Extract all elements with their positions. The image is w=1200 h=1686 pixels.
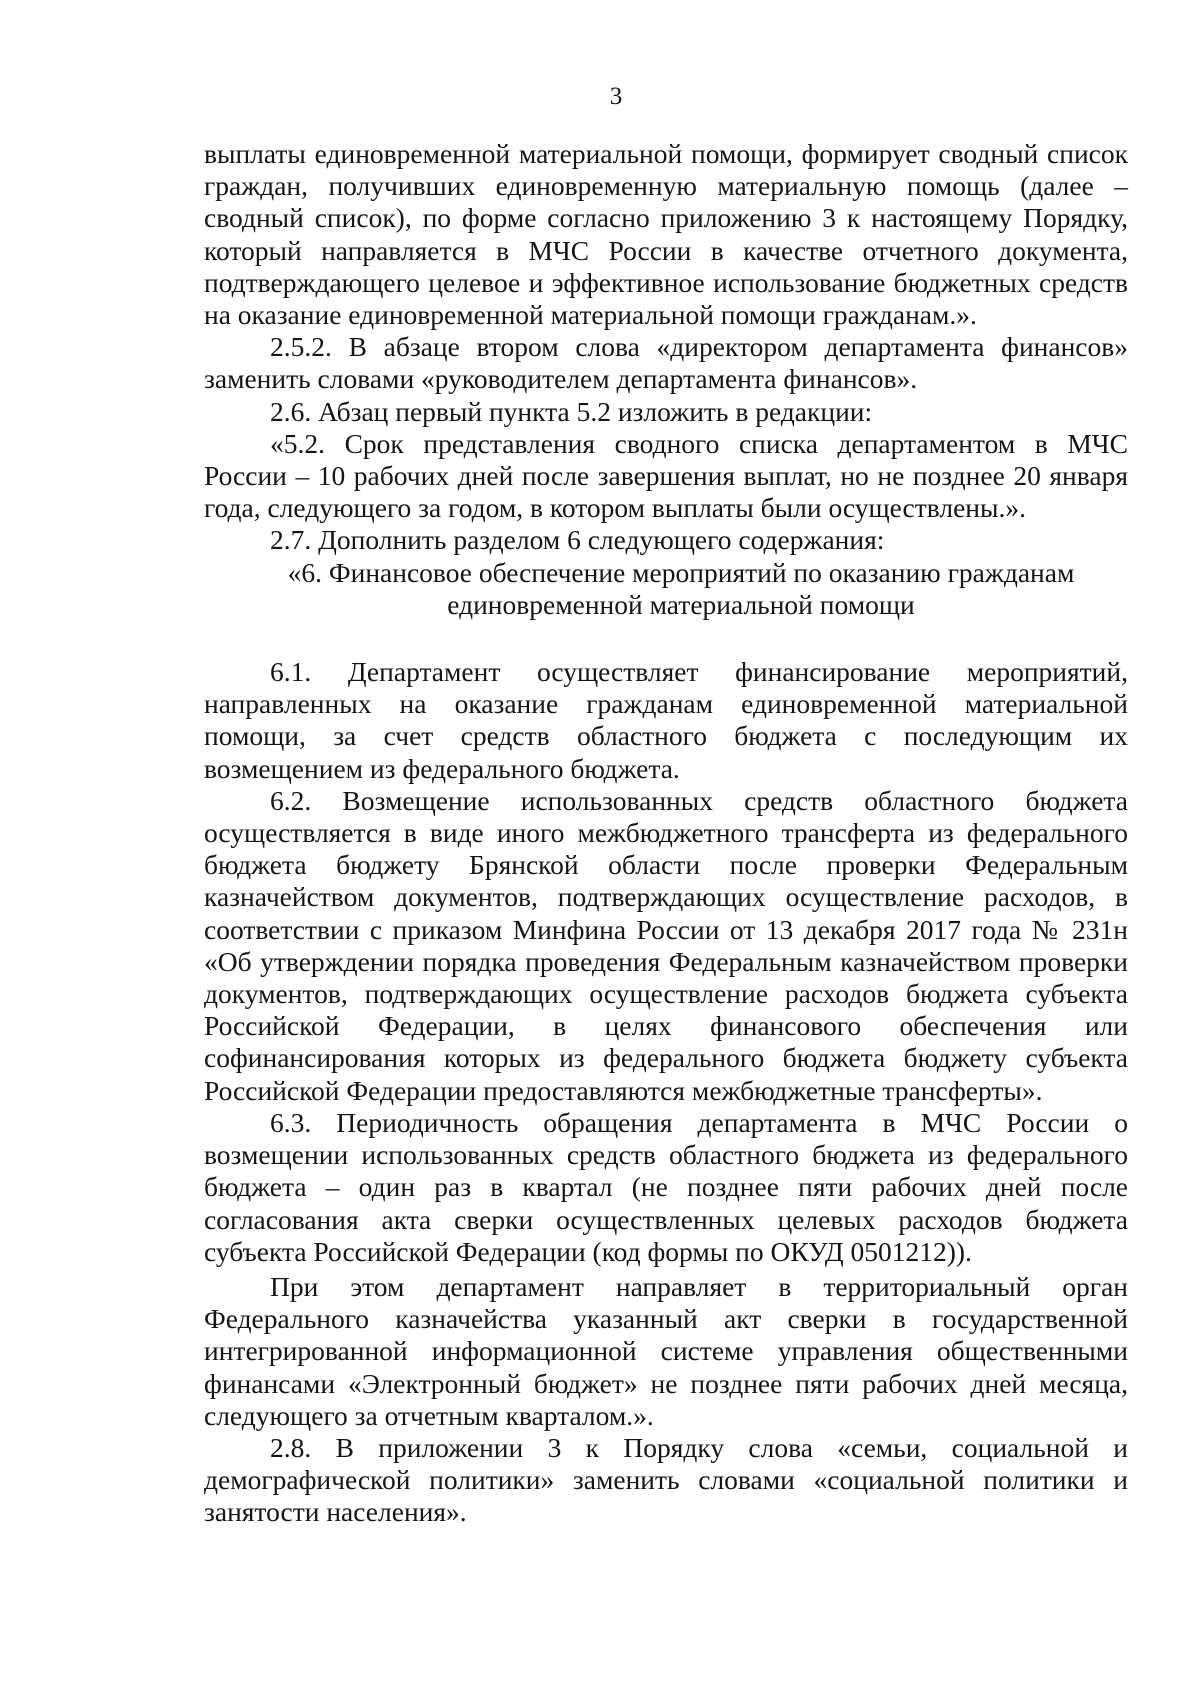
page-number: 3 — [609, 83, 623, 110]
paragraph-6-1: 6.1. Департамент осуществляет финансирование мероприятий, направленных на оказание гражданам единовременной материальной помощи, за счет средств областного бюджета с последующим их возмещением из федерального бюджета. — [204, 656, 1128, 784]
section-6-heading: «6. Финансовое обеспечение мероприятий по оказанию гражданам единовременной материальной помощи — [287, 556, 1075, 620]
paragraph-2-5-2: 2.5.2. В абзаце втором слова «директором департамента финансов» заменить словами «руководителем департамента финансов». — [204, 331, 1128, 395]
paragraph-continuation: выплаты единовременной материальной помощи, формирует сводный список граждан, получивших единовременную материальную помощь (далее – сводный список), по форме согласно приложению 3 к настоящему Порядку, который направляется в МЧС России в качестве отчетного документа, подтверждающего целевое и эффективное использование бюджетных средств на оказание единовременной материальной помощи гражданам.». — [204, 138, 1128, 331]
paragraph-6-2: 6.2. Возмещение использованных средств областного бюджета осуществляется в виде иного межбюджетного трансферта из федерального бюджета бюджету Брянской области после проверки Федеральным казначейством документов, подтверждающих осуществление расходов, в соответствии с приказом Минфина России от 13 декабря 2017 года № 231н «Об утверждении порядка проведения Федеральным казначейством проверки документов, подтверждающих осуществление расходов бюджета субъекта Российской Федерации, в целях финансового обеспечения или софинансирования которых из федерального бюджета бюджету субъекта Российской Федерации предоставляются межбюджетные трансферты». — [204, 784, 1128, 1106]
paragraph-reconciliation: При этом департамент направляет в территориальный орган Федерального казначейства указанный акт сверки в государственной интегрированной информационной системе управления общественными финансами «Электронный бюджет» не позднее пяти рабочих дней месяца, следующего за отчетным кварталом.». — [204, 1270, 1128, 1431]
paragraph-2-6: 2.6. Абзац первый пункта 5.2 изложить в редакции: — [270, 395, 873, 427]
paragraph-6-3: 6.3. Периодичность обращения департамента в МЧС России о возмещении использованных средств областного бюджета из федерального бюджета – один раз в квартал (не позднее пяти рабочих дней после согласования акта сверки осуществленных целевых расходов бюджета субъекта Российской Федерации (код формы по ОКУД 0501212)). — [204, 1106, 1128, 1267]
paragraph-2-8: 2.8. В приложении 3 к Порядку слова «семьи, социальной и демографической политики» заменить словами «социальной политики и занятости населения». — [204, 1431, 1128, 1528]
paragraph-2-7: 2.7. Дополнить разделом 6 следующего содержания: — [270, 524, 885, 556]
paragraph-5-2-quote: «5.2. Срок представления сводного списка департаментом в МЧС России – 10 рабочих дней после завершения выплат, но не позднее 20 января года, следующего за годом, в котором выплаты были осуществлены.». — [204, 427, 1128, 524]
document-body — [204, 138, 1128, 1529]
